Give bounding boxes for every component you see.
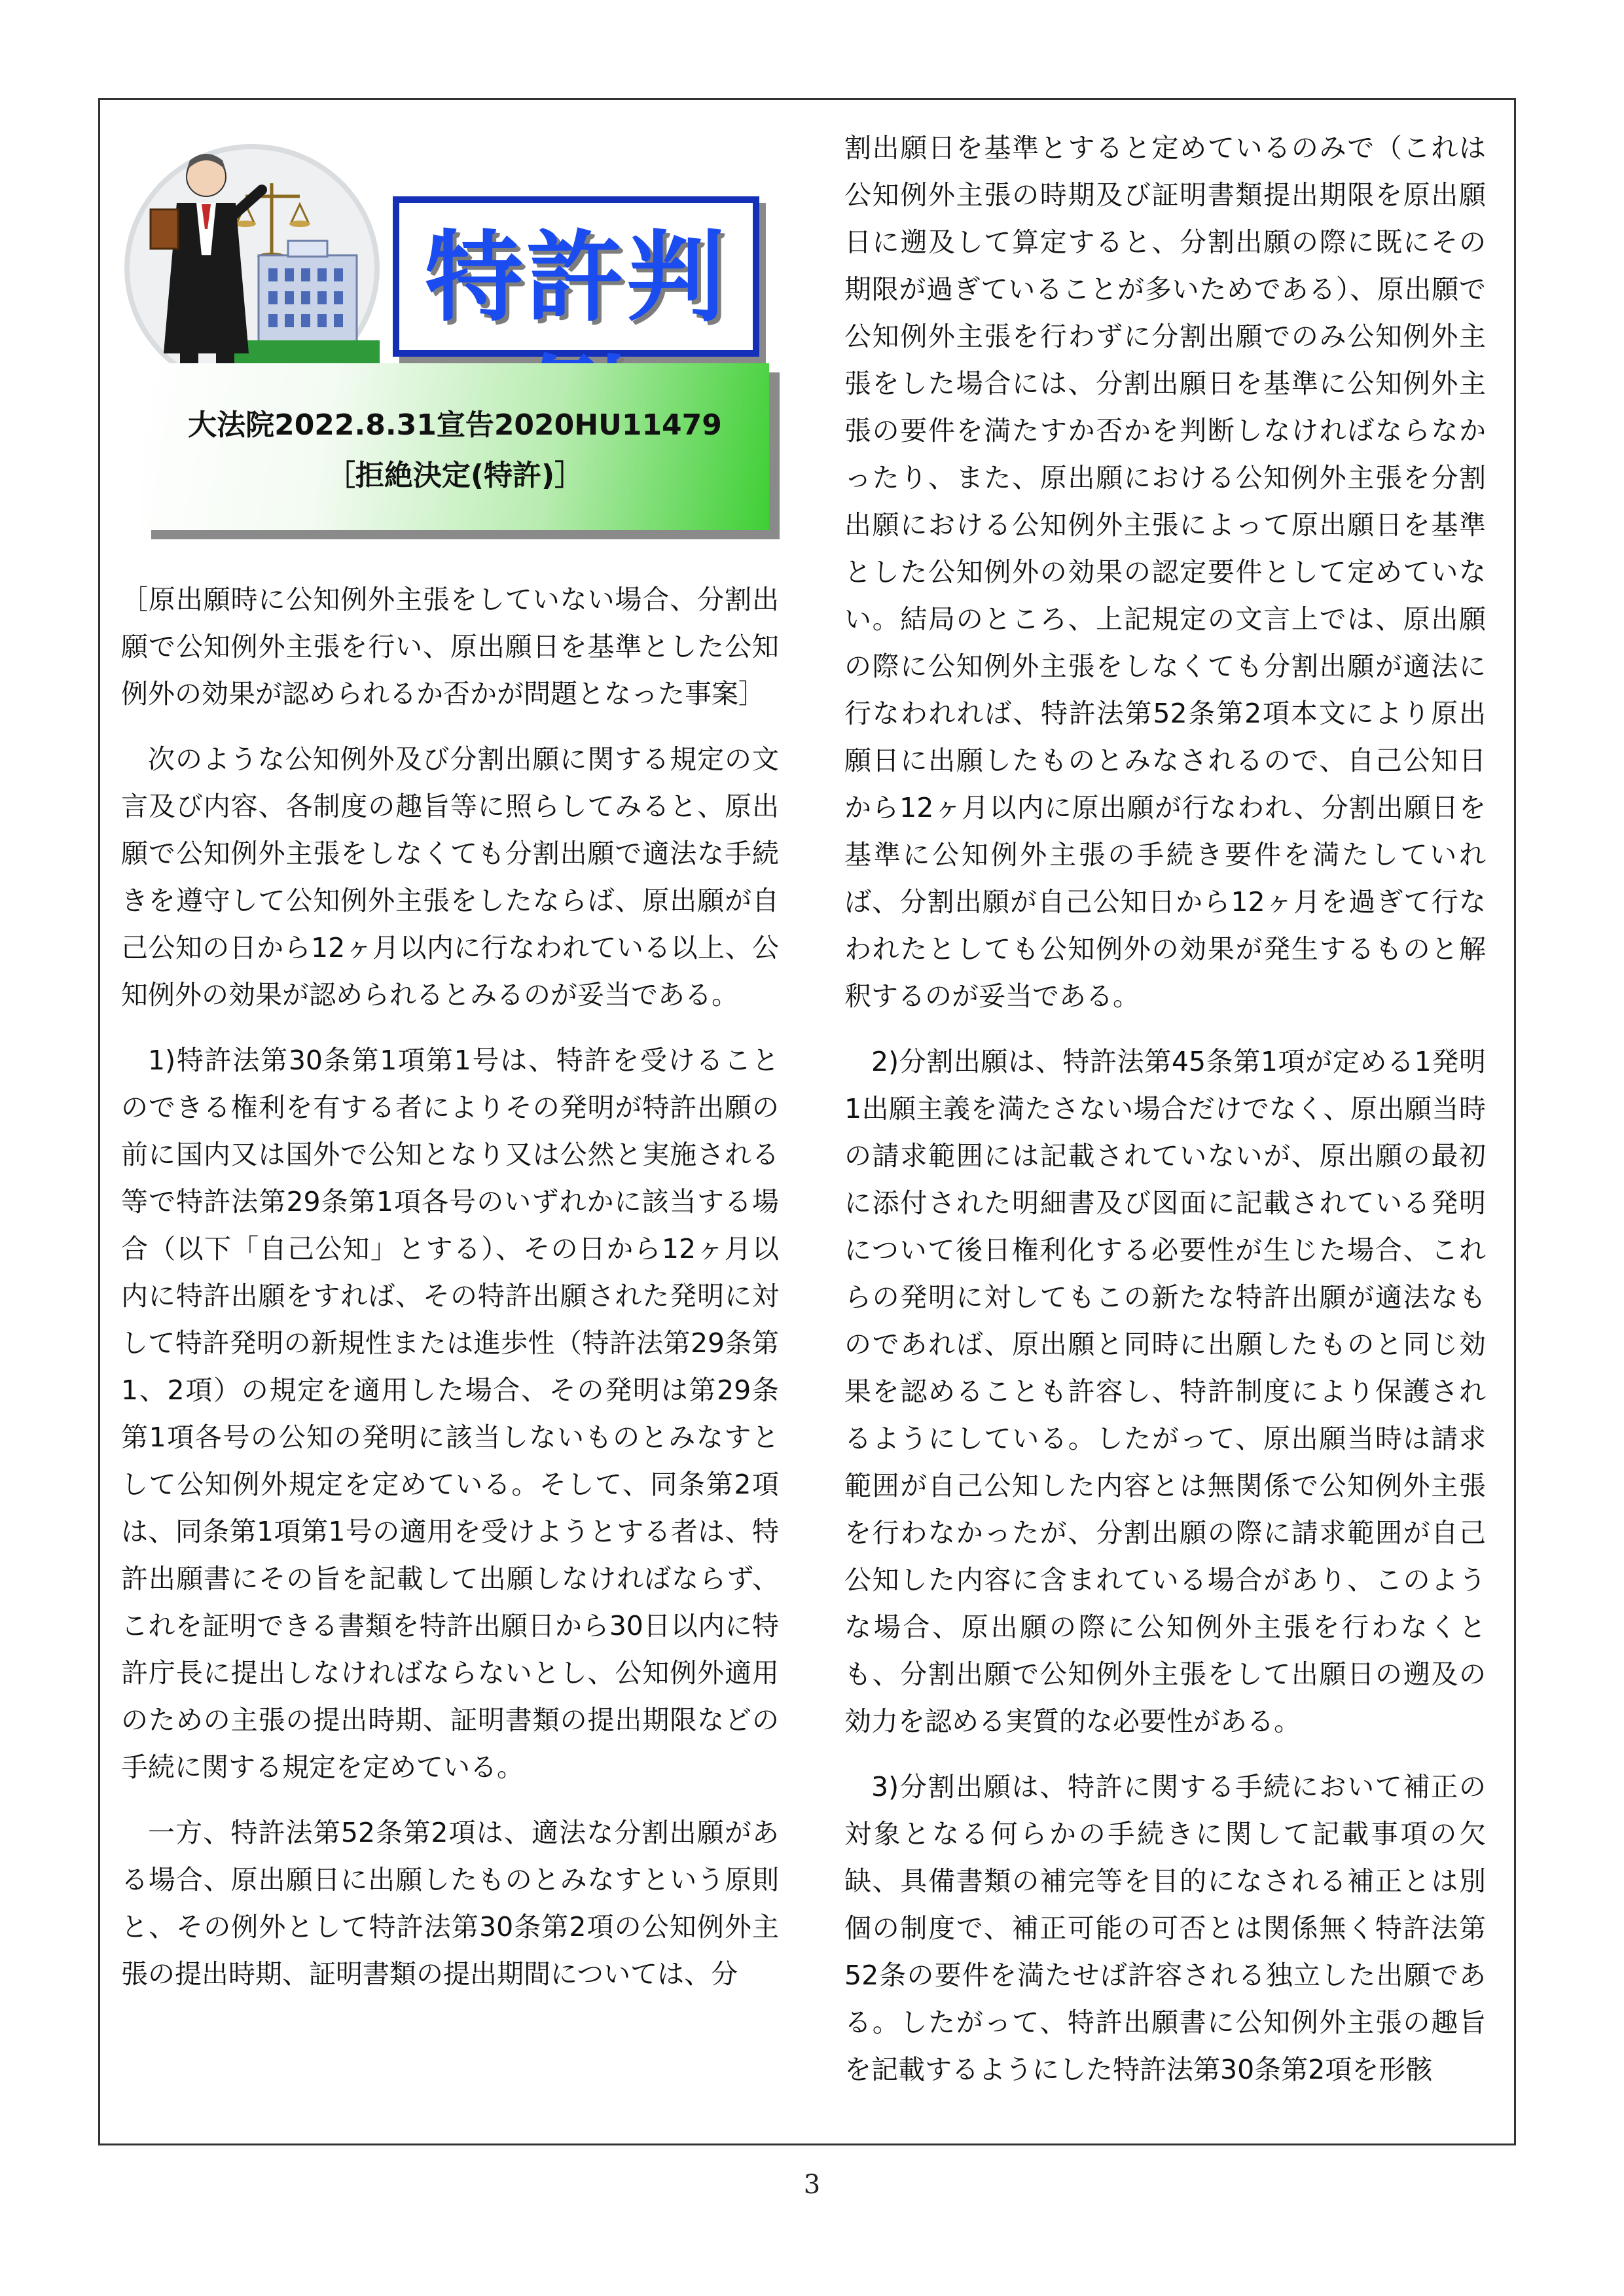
- page-title: 特許判: [424, 221, 727, 335]
- case-type: ［拒絶決定(特許)］: [326, 459, 584, 492]
- continued-paragraph: 割出願日を基準とすると定めているのみで（これは公知例外主張の時期及び証明書類提出期限を原出願日に遡及して算定すると、分割出願の際に既にその期限が過ぎていることが多いためである）、原出願で公知例外主張を行わずに分割出願でのみ公知例外主張をした場合には、分割出願日を基準に公知例外主張の要件を満たすか否かを判断しなければならなかったり、また、原出願における公知例外主張を分割出願における公知例外主張によって原出願日を基準とした公知例外の効果の認定要件として定めていない。結局のところ、上記規定の文言上では、原出願の際に公知例外主張をしなくても分割出願が適法に行なわれれば、特許法第52条第2項本文により原出願日に出願したものとみなされるので、自己公知日から12ヶ月以内に原出願が行なわれ、分割出願日を基準に公知例外主張の手続き要件を満たしていれば、分割出願が自己公知日から12ヶ月を過ぎて行なわれたとしても公知例外の効果が発生するものと解釈するのが妥当である。: [844, 132, 1486, 1012]
- paragraph-article-52: 一方、特許法第52条第2項は、適法な分割出願がある場合、原出願日に出願したものとみなすという原則と、その例外として特許法第30条第2項の公知例外主張の提出時期、証明書類の提出期間については、分: [121, 1817, 779, 1990]
- left-column: [121, 576, 779, 2016]
- case-banner: [141, 363, 769, 530]
- reason-2-paragraph: 2)分割出願は、特許法第45条第1項が定める1発明1出願主義を満たさない場合だけでなく、原出願当時の請求範囲には記載されていないが、原出願の最初に添付された明細書及び図面に記載されている発明について後日権利化する必要性が生じた場合、これらの発明に対してもこの新たな特許出願が適法なものであれば、原出願と同時に出願したものと同じ効果を認めることも許容し、特許制度により保護されるようにしている。したがって、原出願当時は請求範囲が自己公知した内容とは無関係で公知例外主張を行わなかったが、分割出願の際に請求範囲が自己公知した内容に含まれている場合があり、このような場合、原出願の際に公知例外主張を行わなくとも、分割出願で公知例外主張をして出願日の遡及の効力を認める実質的な必要性がある。: [844, 1046, 1486, 1737]
- right-column: [844, 124, 1486, 2111]
- page-number: 3: [803, 2170, 821, 2200]
- header-illustration: [124, 131, 779, 393]
- holding-paragraph: 次のような公知例外及び分割出願に関する規定の文言及び内容、各制度の趣旨等に照らしてみると、原出願で公知例外主張をしなくても分割出願で適法な手続きを遵守して公知例外主張をしたならば、原出願が自己公知の日から12ヶ月以内に行なわれている以上、公知例外の効果が認められるとみるのが妥当である。: [121, 744, 779, 1011]
- reason-1-paragraph: 1)特許法第30条第1項第1号は、特許を受けることのできる権利を有する者によりその発明が特許出願の前に国内又は国外で公知となり又は公然と実施される等で特許法第29条第1項各号のいずれかに該当する場合（以下「自己公知」とする）、その日から12ヶ月以内に特許出願をすれば、その特許出願された発明に対して特許発明の新規性または進歩性（特許法第29条第1、2項）の規定を適用した場合、その発明は第29条第1項各号の公知の発明に該当しないものとみなすとして公知例外規定を定めている。そして、同条第2項は、同条第1項第1号の適用を受けようとする者は、特許出願書にその旨を記載して出願しなければならず、これを証明できる書類を特許出願日から30日以内に特許庁長に提出しなければならないとし、公知例外適用のための主張の提出時期、証明書類の提出期限などの手続に関する規定を定めている。: [121, 1045, 779, 1783]
- case-number: 大法院2022.8.31宣告2020HU11479: [188, 408, 722, 442]
- title-box: [393, 196, 759, 357]
- reason-3-paragraph: 3)分割出願は、特許に関する手続において補正の対象となる何らかの手続きに関して記載事項の欠缺、具備書類の補完等を目的になされる補正とは別個の制度で、補正可能の可否とは関係無く特許法第52条の要件を満たせば許容される独立した出願である。したがって、特許出願書に公知例外主張の趣旨を記載するようにした特許法第30条第2項を形骸: [844, 1771, 1486, 2085]
- issue-summary: ［原出願時に公知例外主張をしていない場合、分割出願で公知例外主張を行い、原出願日を基準とした公知例外の効果が認められるか否かが問題となった事案］: [121, 584, 779, 709]
- judge-illustration-icon: [124, 131, 386, 393]
